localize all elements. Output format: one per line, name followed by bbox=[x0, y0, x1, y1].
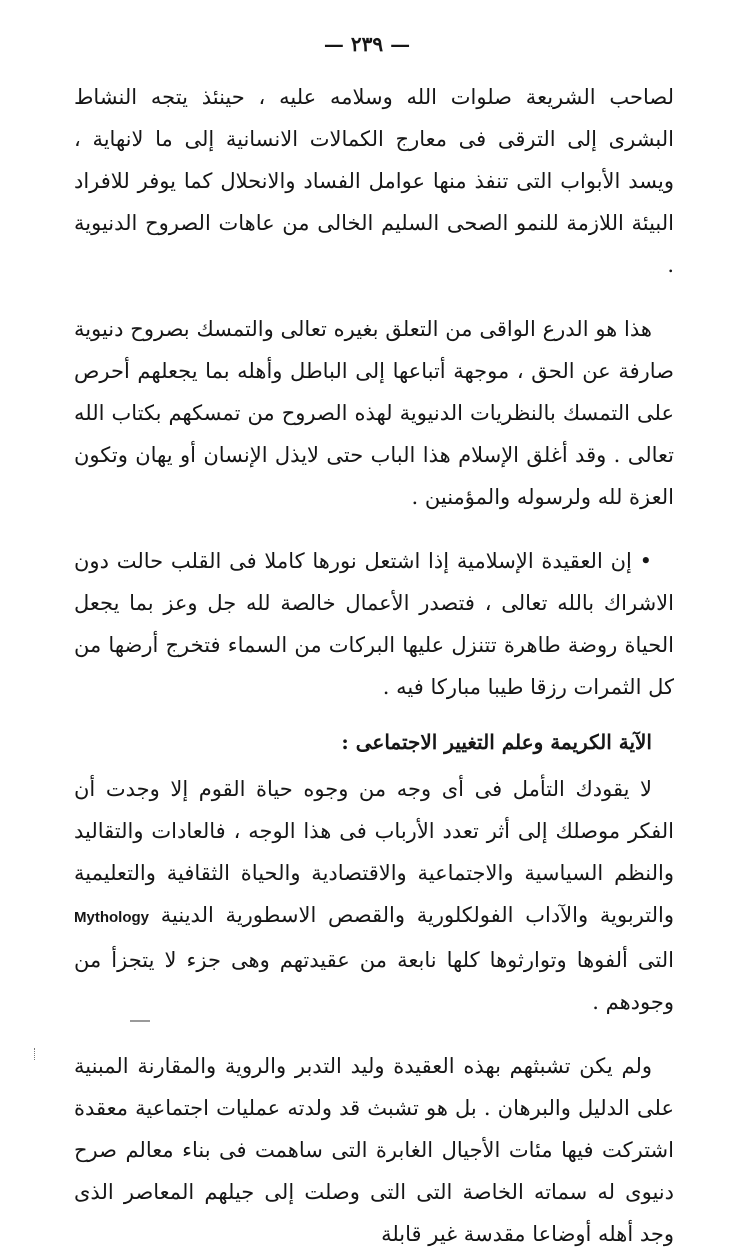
scan-mark bbox=[130, 1020, 150, 1022]
paragraph-5: ولم يكن تشبثهم بهذه العقيدة وليد التدبر والروية والمقارنة المبنية على الدليل والبرهان . بل هو تشبث قد ولدته عمليات اجتماعية معقدة اشتركت فيها مئات الأجيال الغابرة التى ساهمت فى بناء معالم صرح دنيوى له سماته الخاصة التى التى وصلت إلى جيلهم المعاصر الذى وجد أهله أوضاعا مقدسة غير قابلة bbox=[74, 1054, 674, 1246]
section-heading: الآية الكريمة وعلم التغيير الاجتماعى : bbox=[341, 730, 652, 754]
paragraph-4 bbox=[74, 768, 674, 1023]
paragraph-4-part-1: لا يقودك التأمل فى أى وجه من وجوه حياة القوم إلا وجدت أن الفكر موصلك إلى أثر تعدد الأرباب فى هذا الوجه ، فالعادات والتقاليد والنظم السياسية والاجتماعية والاقتصادية والحياة الثقافية والتعليمية والتربوية والآداب الفولكلورية والقصص الاسطورية الدينية bbox=[74, 777, 674, 927]
paragraph-2: هذا هو الدرع الواقى من التعلق بغيره تعالى والتمسك بصروح دنيوية صارفة عن الحق ، موجهة أتباعها إلى الباطل وأهله بما يجعلهم أحرص على التمسك بالنظريات الدنيوية لهذه الصروح من تمسكهم بكتاب الله تعالى . وقد أغلق الإسلام هذا الباب حتى لايذل الإنسان أو يهان وتكون العزة لله ولرسوله والمؤمنين . bbox=[74, 317, 674, 509]
paragraph-4-part-2: التى ألفوها وتوارثوها كلها نابعة من عقيدتهم وهى جزء لا يتجزأ من وجودهم . bbox=[74, 948, 674, 1014]
page-number: — ٢٣٩ — bbox=[323, 32, 411, 56]
paragraph-3: • إن العقيدة الإسلامية إذا اشتعل نورها كاملا فى القلب حالت دون الاشراك بالله تعالى ، فتصدر الأعمال خالصة لله جل وعز بما يجعل الحياة روضة طاهرة تتنزل عليها البركات من السماء فتخرج أرضها من كل الثمرات رزقا طيبا مباركا فيه . bbox=[74, 549, 674, 699]
page-body bbox=[74, 76, 674, 1255]
scan-corner-mark bbox=[34, 1048, 43, 1060]
mythology-term: Mythology bbox=[74, 909, 149, 926]
paragraph-1: لصاحب الشريعة صلوات الله وسلامه عليه ، حينئذ يتجه النشاط البشرى إلى الترقى فى معارج الكمالات الانسانية إلى ما لانهاية ، ويسد الأبواب التى تنفذ منها عوامل الفساد والانحلال كما يوفر للافراد البيئة اللازمة للنمو الصحى السليم الخالى من عاهات الصروح الدنيوية . bbox=[74, 85, 674, 277]
